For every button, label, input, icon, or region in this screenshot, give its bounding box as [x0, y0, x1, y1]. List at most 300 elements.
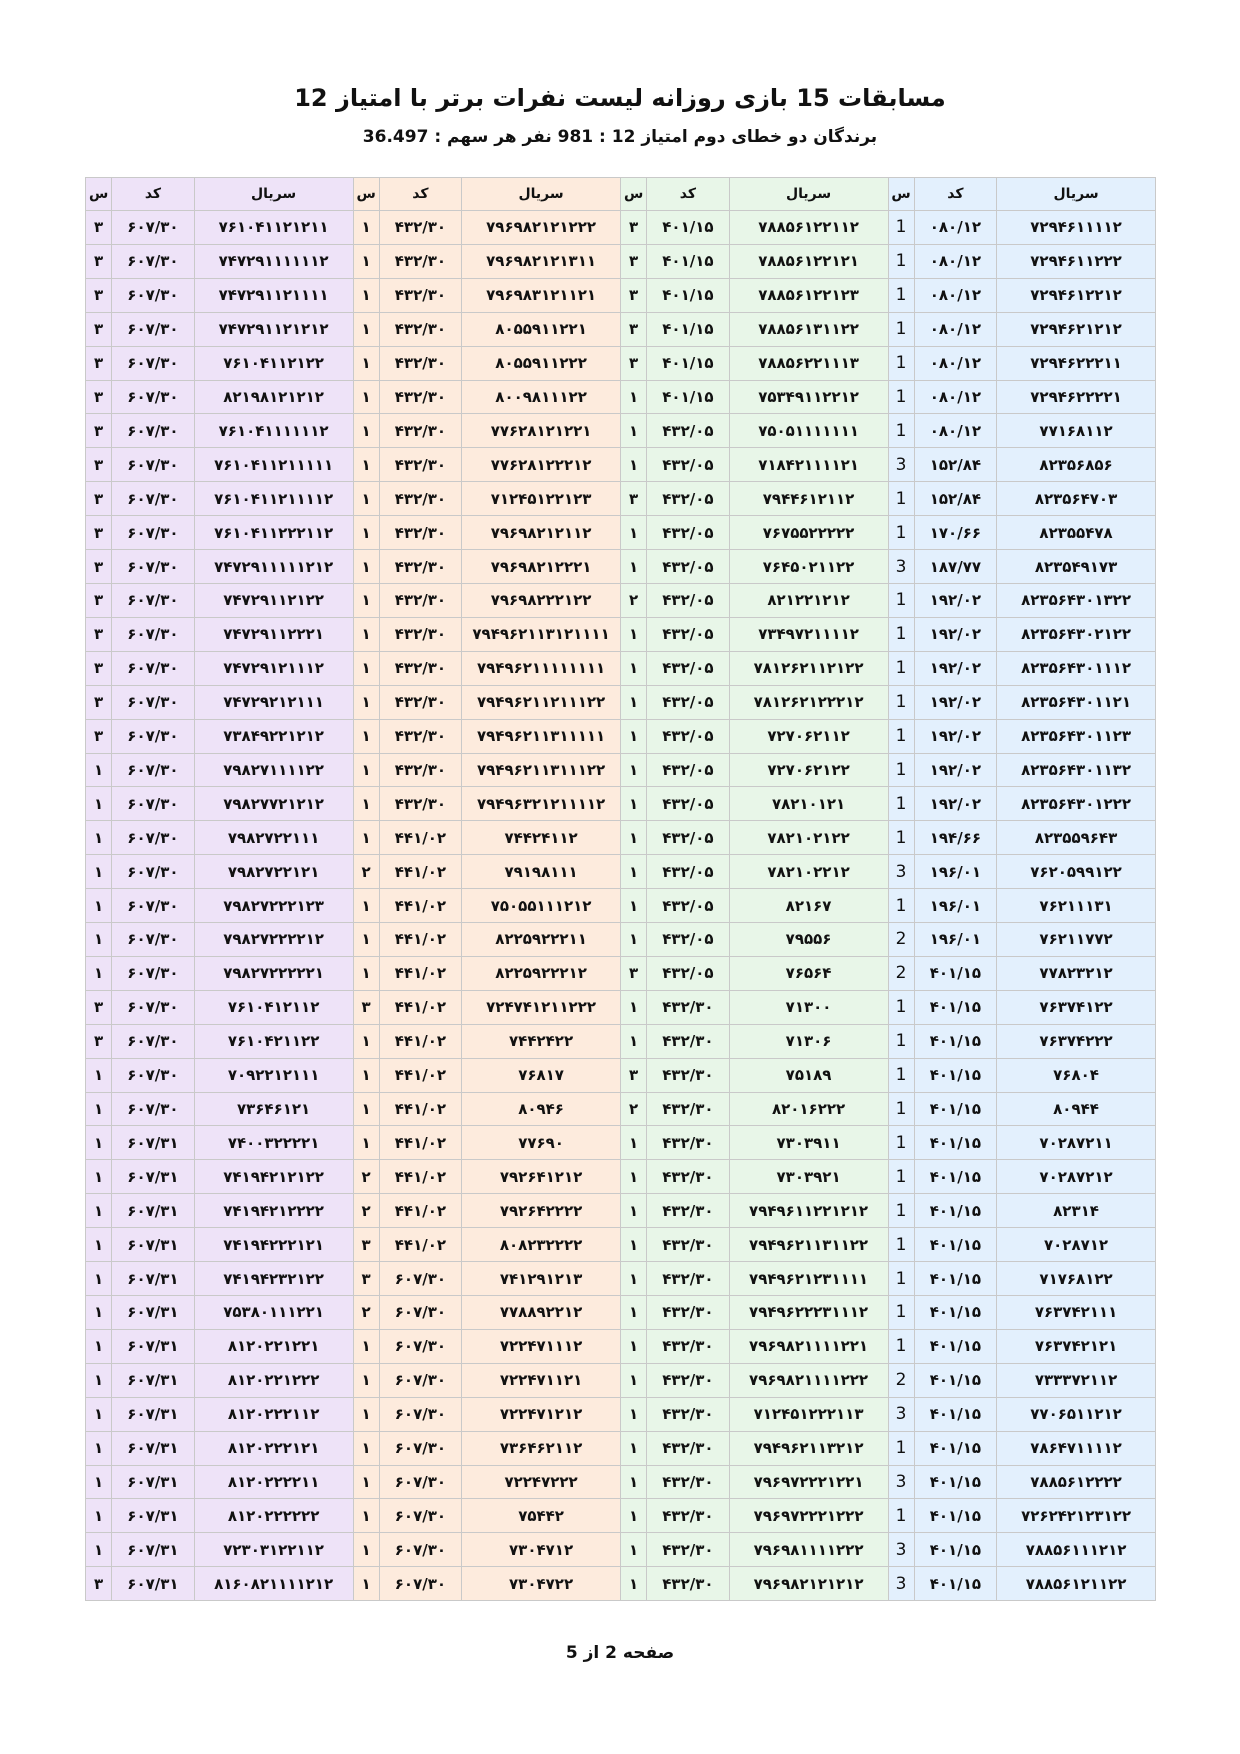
code-cell: ۶۰۷/۳۰ [112, 211, 194, 245]
s-cell: 3 [888, 550, 914, 584]
code-cell: ۴۰۱/۱۵ [914, 1194, 996, 1228]
s-cell: ۱ [353, 278, 379, 312]
table-row [86, 990, 1156, 1024]
s-cell: ۲ [621, 1092, 647, 1126]
code-cell: ۴۰۱/۱۵ [914, 1397, 996, 1431]
code-cell: ۶۰۷/۳۰ [112, 990, 194, 1024]
serial-cell: ۸۱۲۰۲۲۱۲۲۲ [194, 1363, 353, 1397]
serial-cell: ۷۱۲۴۵۱۲۲۲۱۱۳ [729, 1397, 888, 1431]
s-cell: ۱ [86, 1431, 112, 1465]
code-cell: ۰۸۰/۱۲ [914, 380, 996, 414]
serial-cell: ۷۸۶۴۷۱۱۱۱۲ [997, 1431, 1156, 1465]
s-cell: ۱ [86, 1194, 112, 1228]
s-cell: ۳ [621, 244, 647, 278]
code-cell: ۴۳۲/۰۵ [647, 889, 729, 923]
code-cell: ۴۳۲/۳۰ [379, 516, 461, 550]
serial-cell: ۷۲۹۴۶۲۱۲۱۲ [997, 312, 1156, 346]
code-cell: ۴۳۲/۰۵ [647, 685, 729, 719]
s-cell: ۳ [86, 448, 112, 482]
serial-cell: ۷۸۱۲۶۲۱۲۲۲۱۲ [729, 685, 888, 719]
code-cell: ۴۰۱/۱۵ [914, 1262, 996, 1296]
code-cell: ۴۳۲/۰۵ [647, 753, 729, 787]
s-cell: ۱ [353, 1567, 379, 1601]
table-row [86, 1126, 1156, 1160]
s-cell: ۳ [86, 482, 112, 516]
table-row [86, 550, 1156, 584]
serial-cell: ۷۵۳۸۰۱۱۱۲۲۱ [194, 1296, 353, 1330]
s-cell: ۱ [621, 651, 647, 685]
code-cell: ۰۸۰/۱۲ [914, 346, 996, 380]
s-cell: ۱ [621, 821, 647, 855]
serial-cell: ۷۰۹۲۲۱۲۱۱۱ [194, 1058, 353, 1092]
code-cell: ۱۹۲/۰۲ [914, 753, 996, 787]
serial-cell: ۷۶۳۷۴۲۱۱۱ [997, 1296, 1156, 1330]
serial-cell: ۷۶۳۷۴۱۲۲ [997, 990, 1156, 1024]
serial-cell: ۷۹۴۹۶۱۱۲۲۱۲۱۲ [729, 1194, 888, 1228]
code-cell: ۶۰۷/۳۰ [379, 1533, 461, 1567]
code-cell: ۴۳۲/۰۵ [647, 956, 729, 990]
s-cell: ۱ [621, 1126, 647, 1160]
code-cell: ۶۰۷/۳۱ [112, 1160, 194, 1194]
code-cell: ۱۹۲/۰۲ [914, 583, 996, 617]
table-row [86, 956, 1156, 990]
code-cell: ۱۹۶/۰۱ [914, 923, 996, 957]
serial-cell: ۷۱۳۰۰ [729, 990, 888, 1024]
s-cell: ۱ [621, 753, 647, 787]
serial-cell: ۷۴۷۲۹۱۱۲۲۲۱ [194, 617, 353, 651]
table-row [86, 1533, 1156, 1567]
serial-cell: ۸۲۳۵۶۴۳۰۱۲۲۲ [997, 787, 1156, 821]
serial-cell: ۷۹۶۹۸۱۱۱۱۲۲۲ [729, 1533, 888, 1567]
table-row [86, 617, 1156, 651]
table-row [86, 719, 1156, 753]
table-row [86, 482, 1156, 516]
serial-cell: ۷۴۱۹۴۲۳۲۱۲۲ [194, 1262, 353, 1296]
code-cell: ۶۰۷/۳۰ [112, 651, 194, 685]
s-cell: ۱ [86, 1058, 112, 1092]
serial-cell: ۷۷۰۶۵۱۱۲۱۲ [997, 1397, 1156, 1431]
serial-cell: ۷۸۸۵۶۱۱۱۲۱۲ [997, 1533, 1156, 1567]
s-cell: ۱ [86, 1092, 112, 1126]
winners-table [85, 177, 1156, 1601]
serial-cell: ۸۱۲۰۲۲۲۲۱۱ [194, 1465, 353, 1499]
s-cell: ۱ [86, 1397, 112, 1431]
serial-cell: ۷۷۸۲۳۲۱۲ [997, 956, 1156, 990]
s-cell: ۱ [353, 244, 379, 278]
code-cell: ۶۰۷/۳۰ [112, 414, 194, 448]
s-cell: ۱ [353, 482, 379, 516]
s-cell: ۱ [621, 414, 647, 448]
serial-cell: ۷۶۳۷۴۲۲۲ [997, 1024, 1156, 1058]
code-cell: ۴۳۲/۰۵ [647, 414, 729, 448]
serial-cell: ۷۳۰۴۷۲۲ [462, 1567, 621, 1601]
s-cell: 1 [888, 482, 914, 516]
winners-table-container [85, 177, 1156, 1601]
code-cell: ۴۳۲/۳۰ [379, 753, 461, 787]
code-cell: ۶۰۷/۳۰ [112, 1058, 194, 1092]
serial-cell: ۸۱۲۰۲۲۲۱۱۲ [194, 1397, 353, 1431]
s-cell: ۳ [86, 719, 112, 753]
serial-cell: ۷۸۸۵۶۱۲۲۱۲۱ [729, 244, 888, 278]
code-cell: ۶۰۷/۳۰ [112, 719, 194, 753]
serial-cell: ۷۹۲۶۴۲۲۲۲ [462, 1194, 621, 1228]
serial-cell: ۸۲۲۵۹۲۲۲۱۱ [462, 923, 621, 957]
code-cell: ۴۰۱/۱۵ [914, 1499, 996, 1533]
code-cell: ۴۴۱/۰۲ [379, 1194, 461, 1228]
serial-cell: ۷۷۸۸۹۲۲۱۲ [462, 1296, 621, 1330]
serial-cell: ۷۸۱۲۶۲۱۱۲۱۲۲ [729, 651, 888, 685]
table-row [86, 1397, 1156, 1431]
serial-cell: ۷۲۳۰۳۱۲۲۱۱۲ [194, 1533, 353, 1567]
serial-cell: ۷۴۱۹۴۲۱۲۲۲۲ [194, 1194, 353, 1228]
code-cell: ۴۳۲/۳۰ [379, 414, 461, 448]
s-cell: ۱ [353, 821, 379, 855]
code-cell: ۴۰۱/۱۵ [647, 211, 729, 245]
table-row [86, 1499, 1156, 1533]
serial-cell: ۷۵۴۴۲ [462, 1499, 621, 1533]
serial-cell: ۷۹۶۹۸۲۲۲۱۲۲ [462, 583, 621, 617]
serial-cell: ۷۰۲۸۷۲۱۱ [997, 1126, 1156, 1160]
s-cell: ۱ [353, 1058, 379, 1092]
serial-cell: ۸۱۲۰۲۲۲۲۲۲ [194, 1499, 353, 1533]
s-cell: ۳ [86, 244, 112, 278]
s-cell: 1 [888, 719, 914, 753]
code-cell: ۴۰۱/۱۵ [914, 1431, 996, 1465]
code-cell: ۰۸۰/۱۲ [914, 211, 996, 245]
code-cell: ۶۰۷/۳۱ [112, 1499, 194, 1533]
serial-cell: ۷۸۸۵۶۱۲۲۱۲۳ [729, 278, 888, 312]
s-cell: ۱ [353, 1329, 379, 1363]
code-cell: ۴۳۲/۳۰ [647, 1058, 729, 1092]
serial-cell: ۷۹۴۴۶۱۲۱۱۲ [729, 482, 888, 516]
page-subtitle: برندگان دو خطای دوم امتیاز 12 : 981 نفر هر سهم : 36.497 [362, 127, 878, 147]
code-cell: ۴۳۲/۳۰ [647, 1567, 729, 1601]
code-cell: ۴۰۱/۱۵ [914, 1058, 996, 1092]
serial-cell: ۷۹۸۲۷۷۲۱۲۱۲ [194, 787, 353, 821]
table-row [86, 211, 1156, 245]
s-cell: 1 [888, 1058, 914, 1092]
s-cell: ۲ [353, 1160, 379, 1194]
code-cell: ۴۳۲/۳۰ [647, 1262, 729, 1296]
code-cell: ۴۳۲/۳۰ [647, 1126, 729, 1160]
code-cell: ۴۰۱/۱۵ [914, 1228, 996, 1262]
code-cell: ۴۳۲/۳۰ [379, 312, 461, 346]
serial-cell: ۷۳۰۴۷۱۲ [462, 1533, 621, 1567]
code-cell: ۶۰۷/۳۰ [379, 1499, 461, 1533]
code-cell: ۴۳۲/۳۰ [379, 617, 461, 651]
serial-cell: ۸۲۳۱۴ [997, 1194, 1156, 1228]
serial-cell: ۷۹۴۹۶۲۱۱۳۱۲۱۱۱۱ [462, 617, 621, 651]
code-cell: ۴۳۲/۰۵ [647, 719, 729, 753]
serial-cell: ۸۲۳۵۶۴۳۰۱۱۱۲ [997, 651, 1156, 685]
table-row [86, 685, 1156, 719]
s-cell: ۳ [621, 482, 647, 516]
serial-cell: ۸۲۳۵۴۹۱۷۳ [997, 550, 1156, 584]
s-cell: 3 [888, 448, 914, 482]
s-cell: ۳ [86, 211, 112, 245]
serial-cell: ۷۴۴۲۴۲۲ [462, 1024, 621, 1058]
s-cell: ۱ [621, 1533, 647, 1567]
serial-cell: ۷۲۹۴۶۱۱۲۲۲ [997, 244, 1156, 278]
serial-cell: ۷۶۸۱۷ [462, 1058, 621, 1092]
code-cell: ۴۳۲/۳۰ [379, 583, 461, 617]
s-cell: 1 [888, 990, 914, 1024]
code-cell: ۴۳۲/۳۰ [647, 1194, 729, 1228]
code-cell: ۱۹۶/۰۱ [914, 855, 996, 889]
table-row [86, 1296, 1156, 1330]
s-cell: ۱ [621, 1160, 647, 1194]
code-cell: ۶۰۷/۳۰ [112, 516, 194, 550]
s-cell: 1 [888, 889, 914, 923]
code-cell: ۶۰۷/۳۱ [112, 1228, 194, 1262]
code-cell: ۴۰۱/۱۵ [914, 1296, 996, 1330]
serial-cell: ۷۹۶۹۸۲۱۲۱۱۲ [462, 516, 621, 550]
s-cell: ۳ [621, 278, 647, 312]
code-cell: ۱۹۲/۰۲ [914, 685, 996, 719]
s-cell: ۱ [86, 855, 112, 889]
serial-cell: ۷۷۶۲۸۱۲۱۲۲۱ [462, 414, 621, 448]
serial-cell: ۷۳۰۳۹۲۱ [729, 1160, 888, 1194]
code-cell: ۶۰۷/۳۰ [112, 889, 194, 923]
serial-cell: ۷۰۲۸۷۱۲ [997, 1228, 1156, 1262]
code-cell: ۴۴۱/۰۲ [379, 956, 461, 990]
s-cell: ۱ [353, 583, 379, 617]
serial-cell: ۷۹۸۲۷۲۲۲۱۲۳ [194, 889, 353, 923]
code-cell: ۶۰۷/۳۱ [112, 1431, 194, 1465]
s-cell: ۱ [86, 1296, 112, 1330]
s-cell: ۱ [353, 1533, 379, 1567]
s-cell: 1 [888, 346, 914, 380]
s-cell: 1 [888, 753, 914, 787]
serial-cell: ۸۰۹۴۶ [462, 1092, 621, 1126]
code-cell: ۶۰۷/۳۰ [112, 617, 194, 651]
code-cell: ۴۳۲/۳۰ [379, 685, 461, 719]
serial-cell: ۷۶۱۰۴۲۱۱۲۲ [194, 1024, 353, 1058]
code-cell: ۴۳۲/۰۵ [647, 583, 729, 617]
s-cell: 1 [888, 516, 914, 550]
column-header-serial: سریال [462, 178, 621, 211]
serial-cell: ۷۹۴۹۶۲۱۱۲۱۱۱۲۲ [462, 685, 621, 719]
table-row [86, 244, 1156, 278]
column-header-s: س [621, 178, 647, 211]
serial-cell: ۷۶۳۷۴۲۱۲۱ [997, 1329, 1156, 1363]
s-cell: ۱ [353, 956, 379, 990]
table-row [86, 516, 1156, 550]
code-cell: ۴۰۱/۱۵ [914, 1533, 996, 1567]
s-cell: ۱ [621, 1499, 647, 1533]
s-cell: ۱ [86, 821, 112, 855]
serial-cell: ۷۶۷۵۵۲۲۲۲۲ [729, 516, 888, 550]
serial-cell: ۷۷۶۲۸۱۲۲۲۱۲ [462, 448, 621, 482]
s-cell: ۱ [86, 1160, 112, 1194]
serial-cell: ۷۹۶۹۷۲۲۲۱۲۲۱ [729, 1465, 888, 1499]
serial-cell: ۷۸۸۵۶۱۲۲۲۲ [997, 1465, 1156, 1499]
s-cell: ۱ [353, 923, 379, 957]
s-cell: 1 [888, 1092, 914, 1126]
serial-cell: ۸۲۳۵۵۴۷۸ [997, 516, 1156, 550]
s-cell: ۱ [353, 312, 379, 346]
serial-cell: ۷۶۵۶۴ [729, 956, 888, 990]
serial-cell: ۷۷۱۶۸۱۱۲ [997, 414, 1156, 448]
code-cell: ۴۳۲/۳۰ [647, 1397, 729, 1431]
serial-cell: ۷۶۱۰۴۱۲۱۱۲ [194, 990, 353, 1024]
table-row [86, 1058, 1156, 1092]
code-cell: ۶۰۷/۳۱ [112, 1296, 194, 1330]
serial-cell: ۷۹۶۹۸۳۱۲۱۱۲۱ [462, 278, 621, 312]
serial-cell: ۷۶۸۰۴ [997, 1058, 1156, 1092]
column-header-s: س [888, 178, 914, 211]
code-cell: ۴۳۲/۰۵ [647, 651, 729, 685]
serial-cell: ۸۲۳۵۶۴۳۰۱۳۲۲ [997, 583, 1156, 617]
code-cell: ۴۳۲/۳۰ [379, 380, 461, 414]
serial-cell: ۷۹۸۲۷۲۲۱۲۱ [194, 855, 353, 889]
s-cell: ۱ [353, 414, 379, 448]
code-cell: ۴۳۲/۳۰ [379, 244, 461, 278]
serial-cell: ۷۵۱۸۹ [729, 1058, 888, 1092]
s-cell: ۱ [86, 787, 112, 821]
s-cell: ۱ [353, 719, 379, 753]
code-cell: ۴۳۲/۰۵ [647, 617, 729, 651]
serial-cell: ۷۶۱۰۴۱۱۲۱۲۲ [194, 346, 353, 380]
code-cell: ۴۳۲/۰۵ [647, 787, 729, 821]
s-cell: ۱ [86, 956, 112, 990]
s-cell: ۲ [353, 1194, 379, 1228]
code-cell: ۴۳۲/۳۰ [379, 651, 461, 685]
code-cell: ۶۰۷/۳۱ [112, 1567, 194, 1601]
s-cell: ۱ [353, 787, 379, 821]
serial-cell: ۷۶۲۱۱۱۳۱ [997, 889, 1156, 923]
serial-cell: ۷۹۸۲۷۲۲۲۲۲۱ [194, 956, 353, 990]
s-cell: ۳ [353, 990, 379, 1024]
table-row [86, 855, 1156, 889]
code-cell: ۴۰۱/۱۵ [647, 244, 729, 278]
code-cell: ۶۰۷/۳۱ [112, 1329, 194, 1363]
code-cell: ۴۳۲/۰۵ [647, 550, 729, 584]
s-cell: ۳ [621, 1058, 647, 1092]
serial-cell: ۸۲۲۵۹۲۲۲۱۲ [462, 956, 621, 990]
serial-cell: ۷۲۹۴۶۲۲۲۱۱ [997, 346, 1156, 380]
serial-cell: ۷۴۱۹۴۲۱۲۱۲۲ [194, 1160, 353, 1194]
code-cell: ۴۳۲/۳۰ [647, 1092, 729, 1126]
code-cell: ۴۰۱/۱۵ [914, 1567, 996, 1601]
code-cell: ۴۴۱/۰۲ [379, 1126, 461, 1160]
code-cell: ۶۰۷/۳۰ [112, 244, 194, 278]
code-cell: ۴۳۲/۳۰ [647, 990, 729, 1024]
serial-cell: ۷۵۰۵۱۱۱۱۱۱۱ [729, 414, 888, 448]
serial-cell: ۸۰۵۵۹۱۱۲۲۲ [462, 346, 621, 380]
code-cell: ۱۹۲/۰۲ [914, 617, 996, 651]
table-body [86, 211, 1156, 1601]
s-cell: ۳ [86, 617, 112, 651]
code-cell: ۶۰۷/۳۰ [112, 448, 194, 482]
s-cell: ۱ [353, 1499, 379, 1533]
serial-cell: ۷۶۱۰۴۱۱۲۱۱۱۱۱ [194, 448, 353, 482]
serial-cell: ۷۶۱۰۴۱۱۲۱۲۱۱ [194, 211, 353, 245]
s-cell: ۱ [621, 1363, 647, 1397]
table-row [86, 923, 1156, 957]
serial-cell: ۷۲۲۴۷۱۱۱۲ [462, 1329, 621, 1363]
s-cell: 1 [888, 821, 914, 855]
serial-cell: ۷۹۴۹۶۲۲۲۳۱۱۱۲ [729, 1296, 888, 1330]
serial-cell: ۸۲۳۵۶۴۳۰۱۱۲۳ [997, 719, 1156, 753]
s-cell: ۱ [353, 448, 379, 482]
table-row [86, 414, 1156, 448]
s-cell: ۱ [86, 1465, 112, 1499]
s-cell: ۳ [86, 685, 112, 719]
s-cell: ۳ [621, 346, 647, 380]
s-cell: 3 [888, 1533, 914, 1567]
column-header-code: کد [647, 178, 729, 211]
serial-cell: ۷۱۸۴۲۱۱۱۱۲۱ [729, 448, 888, 482]
code-cell: ۶۰۷/۳۰ [112, 956, 194, 990]
s-cell: ۱ [621, 1397, 647, 1431]
code-cell: ۴۰۱/۱۵ [647, 346, 729, 380]
s-cell: ۲ [621, 583, 647, 617]
code-cell: ۴۳۲/۳۰ [379, 787, 461, 821]
code-cell: ۱۷۰/۶۶ [914, 516, 996, 550]
code-cell: ۴۳۲/۰۵ [647, 516, 729, 550]
s-cell: 1 [888, 787, 914, 821]
s-cell: ۳ [86, 1567, 112, 1601]
serial-cell: ۷۹۴۹۶۲۱۱۳۲۱۲ [729, 1431, 888, 1465]
s-cell: ۳ [86, 583, 112, 617]
code-cell: ۶۰۷/۳۰ [379, 1431, 461, 1465]
column-header-s: س [86, 178, 112, 211]
s-cell: ۱ [353, 211, 379, 245]
code-cell: ۴۰۱/۱۵ [914, 956, 996, 990]
code-cell: ۴۴۱/۰۲ [379, 1092, 461, 1126]
serial-cell: ۷۲۲۴۷۱۱۲۱ [462, 1363, 621, 1397]
s-cell: ۱ [353, 1363, 379, 1397]
code-cell: ۱۵۲/۸۴ [914, 482, 996, 516]
serial-cell: ۷۹۶۹۸۲۱۲۱۳۱۱ [462, 244, 621, 278]
serial-cell: ۷۹۶۹۸۲۱۱۱۱۲۲۲ [729, 1363, 888, 1397]
serial-cell: ۷۹۴۹۶۲۱۱۱۱۱۱۱۱ [462, 651, 621, 685]
code-cell: ۱۹۴/۶۶ [914, 821, 996, 855]
serial-cell: ۸۰۵۵۹۱۱۲۲۱ [462, 312, 621, 346]
serial-cell: ۸۰۰۹۸۱۱۱۲۲ [462, 380, 621, 414]
code-cell: ۶۰۷/۳۱ [112, 1126, 194, 1160]
code-cell: ۰۸۰/۱۲ [914, 244, 996, 278]
serial-cell: ۸۲۳۵۶۸۵۶ [997, 448, 1156, 482]
table-row [86, 1431, 1156, 1465]
serial-cell: ۷۹۵۵۶ [729, 923, 888, 957]
serial-cell: ۷۴۴۲۴۱۱۲ [462, 821, 621, 855]
column-header-code: کد [379, 178, 461, 211]
code-cell: ۶۰۷/۳۱ [112, 1465, 194, 1499]
serial-cell: ۷۲۲۴۷۲۲۲ [462, 1465, 621, 1499]
code-cell: ۴۴۱/۰۲ [379, 1024, 461, 1058]
s-cell: 3 [888, 1397, 914, 1431]
serial-cell: ۷۲۷۰۶۲۱۱۲ [729, 719, 888, 753]
s-cell: ۱ [621, 448, 647, 482]
s-cell: ۱ [621, 516, 647, 550]
code-cell: ۶۰۷/۳۱ [112, 1533, 194, 1567]
code-cell: ۴۳۲/۳۰ [379, 346, 461, 380]
code-cell: ۴۳۲/۳۰ [379, 719, 461, 753]
s-cell: ۱ [86, 1262, 112, 1296]
table-row [86, 753, 1156, 787]
s-cell: ۱ [621, 617, 647, 651]
s-cell: ۱ [86, 1499, 112, 1533]
serial-cell: ۷۸۲۱۰۲۱۲۲ [729, 821, 888, 855]
serial-cell: ۷۶۱۰۴۱۱۲۱۱۱۱۲ [194, 482, 353, 516]
serial-cell: ۷۲۴۷۴۱۲۱۱۲۲۲ [462, 990, 621, 1024]
s-cell: ۱ [353, 1397, 379, 1431]
table-row [86, 1160, 1156, 1194]
s-cell: 1 [888, 617, 914, 651]
s-cell: ۱ [353, 889, 379, 923]
